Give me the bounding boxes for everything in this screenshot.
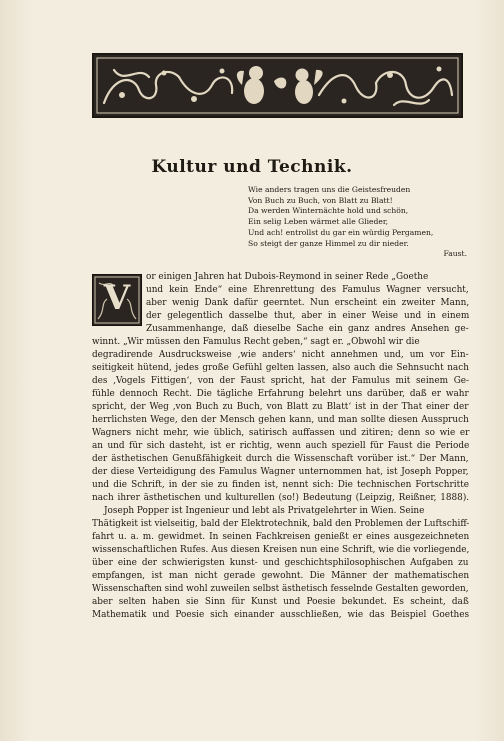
body-text-line: herrlichsten Wege, den der Mensch gehen kann, und man sollte diesen Ausspruch xyxy=(92,415,469,425)
epigraph-line: So steigt der ganze Himmel zu dir nieder. xyxy=(248,238,409,248)
body-text-line: aber selten haben sie Sinn für Kunst und Poesie bekundet. Es scheint, daß xyxy=(92,597,469,607)
body-text-line: Wagners nicht mehr, wie üblich, satirisch auffassen und zitiren; denn so wie er xyxy=(92,428,470,438)
epigraph-line: Und ach! entrollst du gar ein würdig Pergamen, xyxy=(248,227,434,237)
body-text-line: nach ihrer ästhetischen und kulturellen (so!) Bedeutung (Leipzig, Reißner, 1888). xyxy=(92,493,470,503)
ornamental-header-banner xyxy=(92,53,463,118)
epigraph xyxy=(248,185,473,260)
body-text-line: spricht, der Weg ‚von Buch zu Buch, von Blatt zu Blatt‘ ist in der That einer der xyxy=(92,402,469,412)
body-text-line: Wissenschaften sind wohl zuweilen selbst ästhetisch fesselnde Gestalten geworden, xyxy=(92,584,469,594)
body-text-line: Zusammenhange, daß dieselbe Sache ein ganz andres Ansehen ge- xyxy=(146,324,469,334)
body-text-line: or einigen Jahren hat Dubois-Reymond in seiner Rede „Goethe xyxy=(146,272,429,282)
body-text-line: der ästhetischen Genußfähigkeit durch die Wissenschaft vorüber ist.“ Der Mann, xyxy=(92,454,469,464)
epigraph-source: Faust. xyxy=(443,249,467,259)
epigraph-line: Da werden Winternächte hold und schön, xyxy=(248,206,409,216)
body-text-line: der diese Verteidigung des Famulus Wagner unternommen hat, ist Joseph Popper, xyxy=(92,467,469,477)
body-text-line: Mathematik und Poesie sich einander ausschließen, wie das Beispiel Goethes xyxy=(92,610,470,620)
drop-cap-initial xyxy=(92,274,142,326)
ornament-graphic xyxy=(94,55,461,116)
body-text-line: des ‚Vogels Fittigen‘, von der Faust spricht, hat der Famulus mit seinem Ge- xyxy=(92,376,470,386)
body-text-line: winnt. „Wir müssen den Famulus Recht geben,“ sagt er. „Obwohl wir die xyxy=(92,337,420,347)
body-text-line: degradirende Ausdrucksweise ‚wie anders‘ nicht annehmen und, um vor Ein- xyxy=(92,350,469,360)
body-text-line: wissenschaftlichen Rufes. Aus diesen Kreisen nun eine Schrift, wie die vorliegende, xyxy=(92,545,470,555)
epigraph-line: Ein selig Leben wärmet alle Glieder, xyxy=(248,217,389,227)
epigraph-line: Von Buch zu Buch, von Blatt zu Blatt! xyxy=(248,195,393,205)
body-text-line: an und für sich dasteht, ist er richtig, wenn auch speziell für Faust die Periode xyxy=(92,441,470,451)
body-text-line: fühle dennoch Recht. Die tägliche Erfahrung belehrt uns darüber, daß er wahr xyxy=(92,389,469,399)
body-text-line: Joseph Popper ist Ingenieur und lebt als Privatgelehrter in Wien. Seine xyxy=(104,506,425,516)
article-title: Kultur und Technik. xyxy=(151,157,353,177)
epigraph-line: Wie anders tragen uns die Geistesfreuden xyxy=(248,185,411,194)
body-text-line: Thätigkeit ist vielseitig, bald der Elektrotechnik, bald den Problemen der Luftschiff- xyxy=(92,519,470,529)
body-text-line: aber wenig Dank dafür geerntet. Nun erscheint ein zweiter Mann, xyxy=(146,298,470,308)
body-text-line: über eine der schwierigsten kunst- und geschichtsphilosophischen Aufgaben zu xyxy=(92,558,469,568)
body-text-line: seitigkeit hütend, jedes große Gefühl gelten lassen, also auch die Sehnsucht nach xyxy=(92,363,469,373)
body-text-line: und die Schrift, in der sie zu finden ist, nennt sich: Die technischen Fortschritte xyxy=(92,480,469,490)
body-text-line: empfangen, ist man nicht gerade gewohnt. Die Männer der mathematischen xyxy=(92,571,470,581)
body-text-line: der gelegentlich dasselbe thut, aber in einer Weise und in einem xyxy=(146,311,470,321)
body-text-line: und kein Ende“ eine Ehrenrettung des Famulus Wagner versucht, xyxy=(146,285,469,295)
body-text-line: fahrt u. a. m. gewidmet. In seinen Fachkreisen genießt er eines ausgezeichneten xyxy=(92,532,470,542)
drop-cap-letter: V xyxy=(103,278,131,318)
